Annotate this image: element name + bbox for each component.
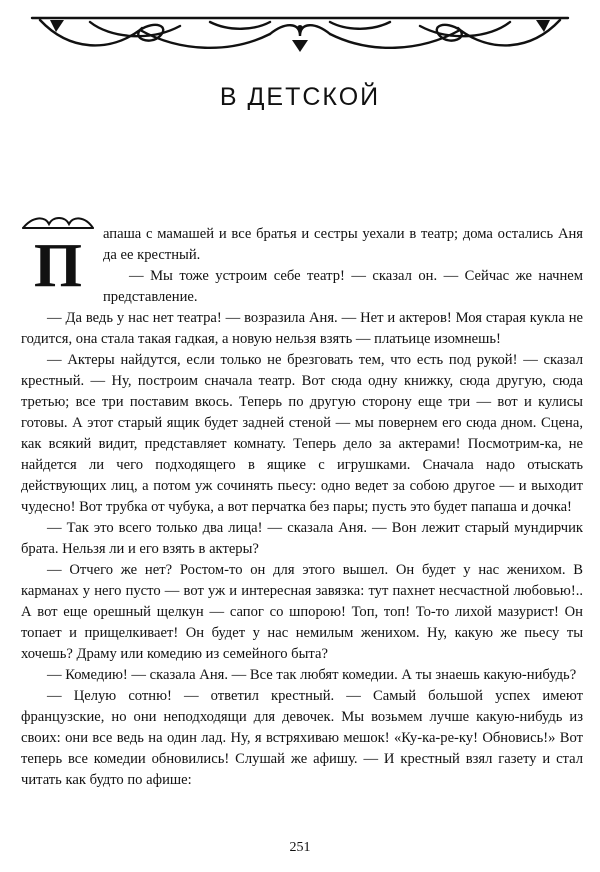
paragraph-1: апаша с мамашей и все братья и сестры уехали в театр; дома остались Аня да ее крестный.	[103, 226, 583, 263]
body-text	[21, 224, 583, 791]
page-number: 251	[289, 840, 311, 855]
paragraph-6: — Отчего же нет? Ростом-то он для этого вышел. Он будет у нас женихом. В карманах у него пусто — вот уж и интересная завязка: тут пахнет несчастной любовью!.. А вот еще орешный щелкун — сапог со шпорою! Топ, топ! То-то лихой мазурист! Он топает и прищелкивает! Он будет у нас немилым женихом. Ну, какую же пьесу ты хочешь? Драму или комедию из семейного быта?	[21, 562, 583, 662]
paragraph-7: — Комедию! — сказала Аня. — Все так любят комедии. А ты знаешь какую-нибудь?	[47, 667, 577, 683]
paragraph-8: — Целую сотню! — ответил крестный. — Самый большой успех имеют французские, но они неподходящи для девочек. Мы возьмем лучше какую-нибудь из своих: они все ведь на один лад. Ну, я встряхиваю мешок! «Ку-ка-ре-ку! Обновись!» Вот теперь все комедии обновились! Слушай же афишу. — И крестный взял газету и стал читать как будто по афише:	[21, 688, 583, 788]
dropcap-letter: П	[33, 232, 83, 292]
paragraph-5: — Так это всего только два лица! — сказала Аня. — Вон лежит старый мундирчик брата. Нельзя ли и его взять в актеры?	[21, 520, 583, 557]
dropcap-ornament	[19, 214, 97, 292]
chapter-title: В ДЕТСКОЙ	[219, 82, 381, 111]
paragraph-4: — Актеры найдутся, если только не брезговать тем, что есть под рукой! — сказал крестный. — Ну, построим сначала театр. Вот сюда одну книжку, сюда другую, сюда третью; все три поставим вкось. Теперь по другую сторону еще три — вот и кулисы готовы. А этот старый ящик будет задней стеной — мы повернем его сюда дном. Сцена, как всякий видит, представляет комнату. Теперь дело за актерами! Посмотрим-ка, не найдется ли чего подходящего в ящике с игрушками. Сначала надо отыскать действующих лиц, а потом уж сочинять пьесу: одно ведет за собою другое — и выходит чудесно! Вот трубка от чубука, а вот перчатка без пары; пусть это будет папаша и дочка!	[21, 352, 583, 515]
header-ornament	[30, 12, 570, 58]
paragraph-2: — Мы тоже устроим себе театр! — сказал он. — Сейчас же начнем представление.	[103, 268, 583, 305]
paragraph-3: — Да ведь у нас нет театра! — возразила Аня. — Нет и актеров! Моя старая кукла не годится, она стала такая гадкая, а новую нельзя взять — платьице изомнешь!	[21, 310, 583, 347]
